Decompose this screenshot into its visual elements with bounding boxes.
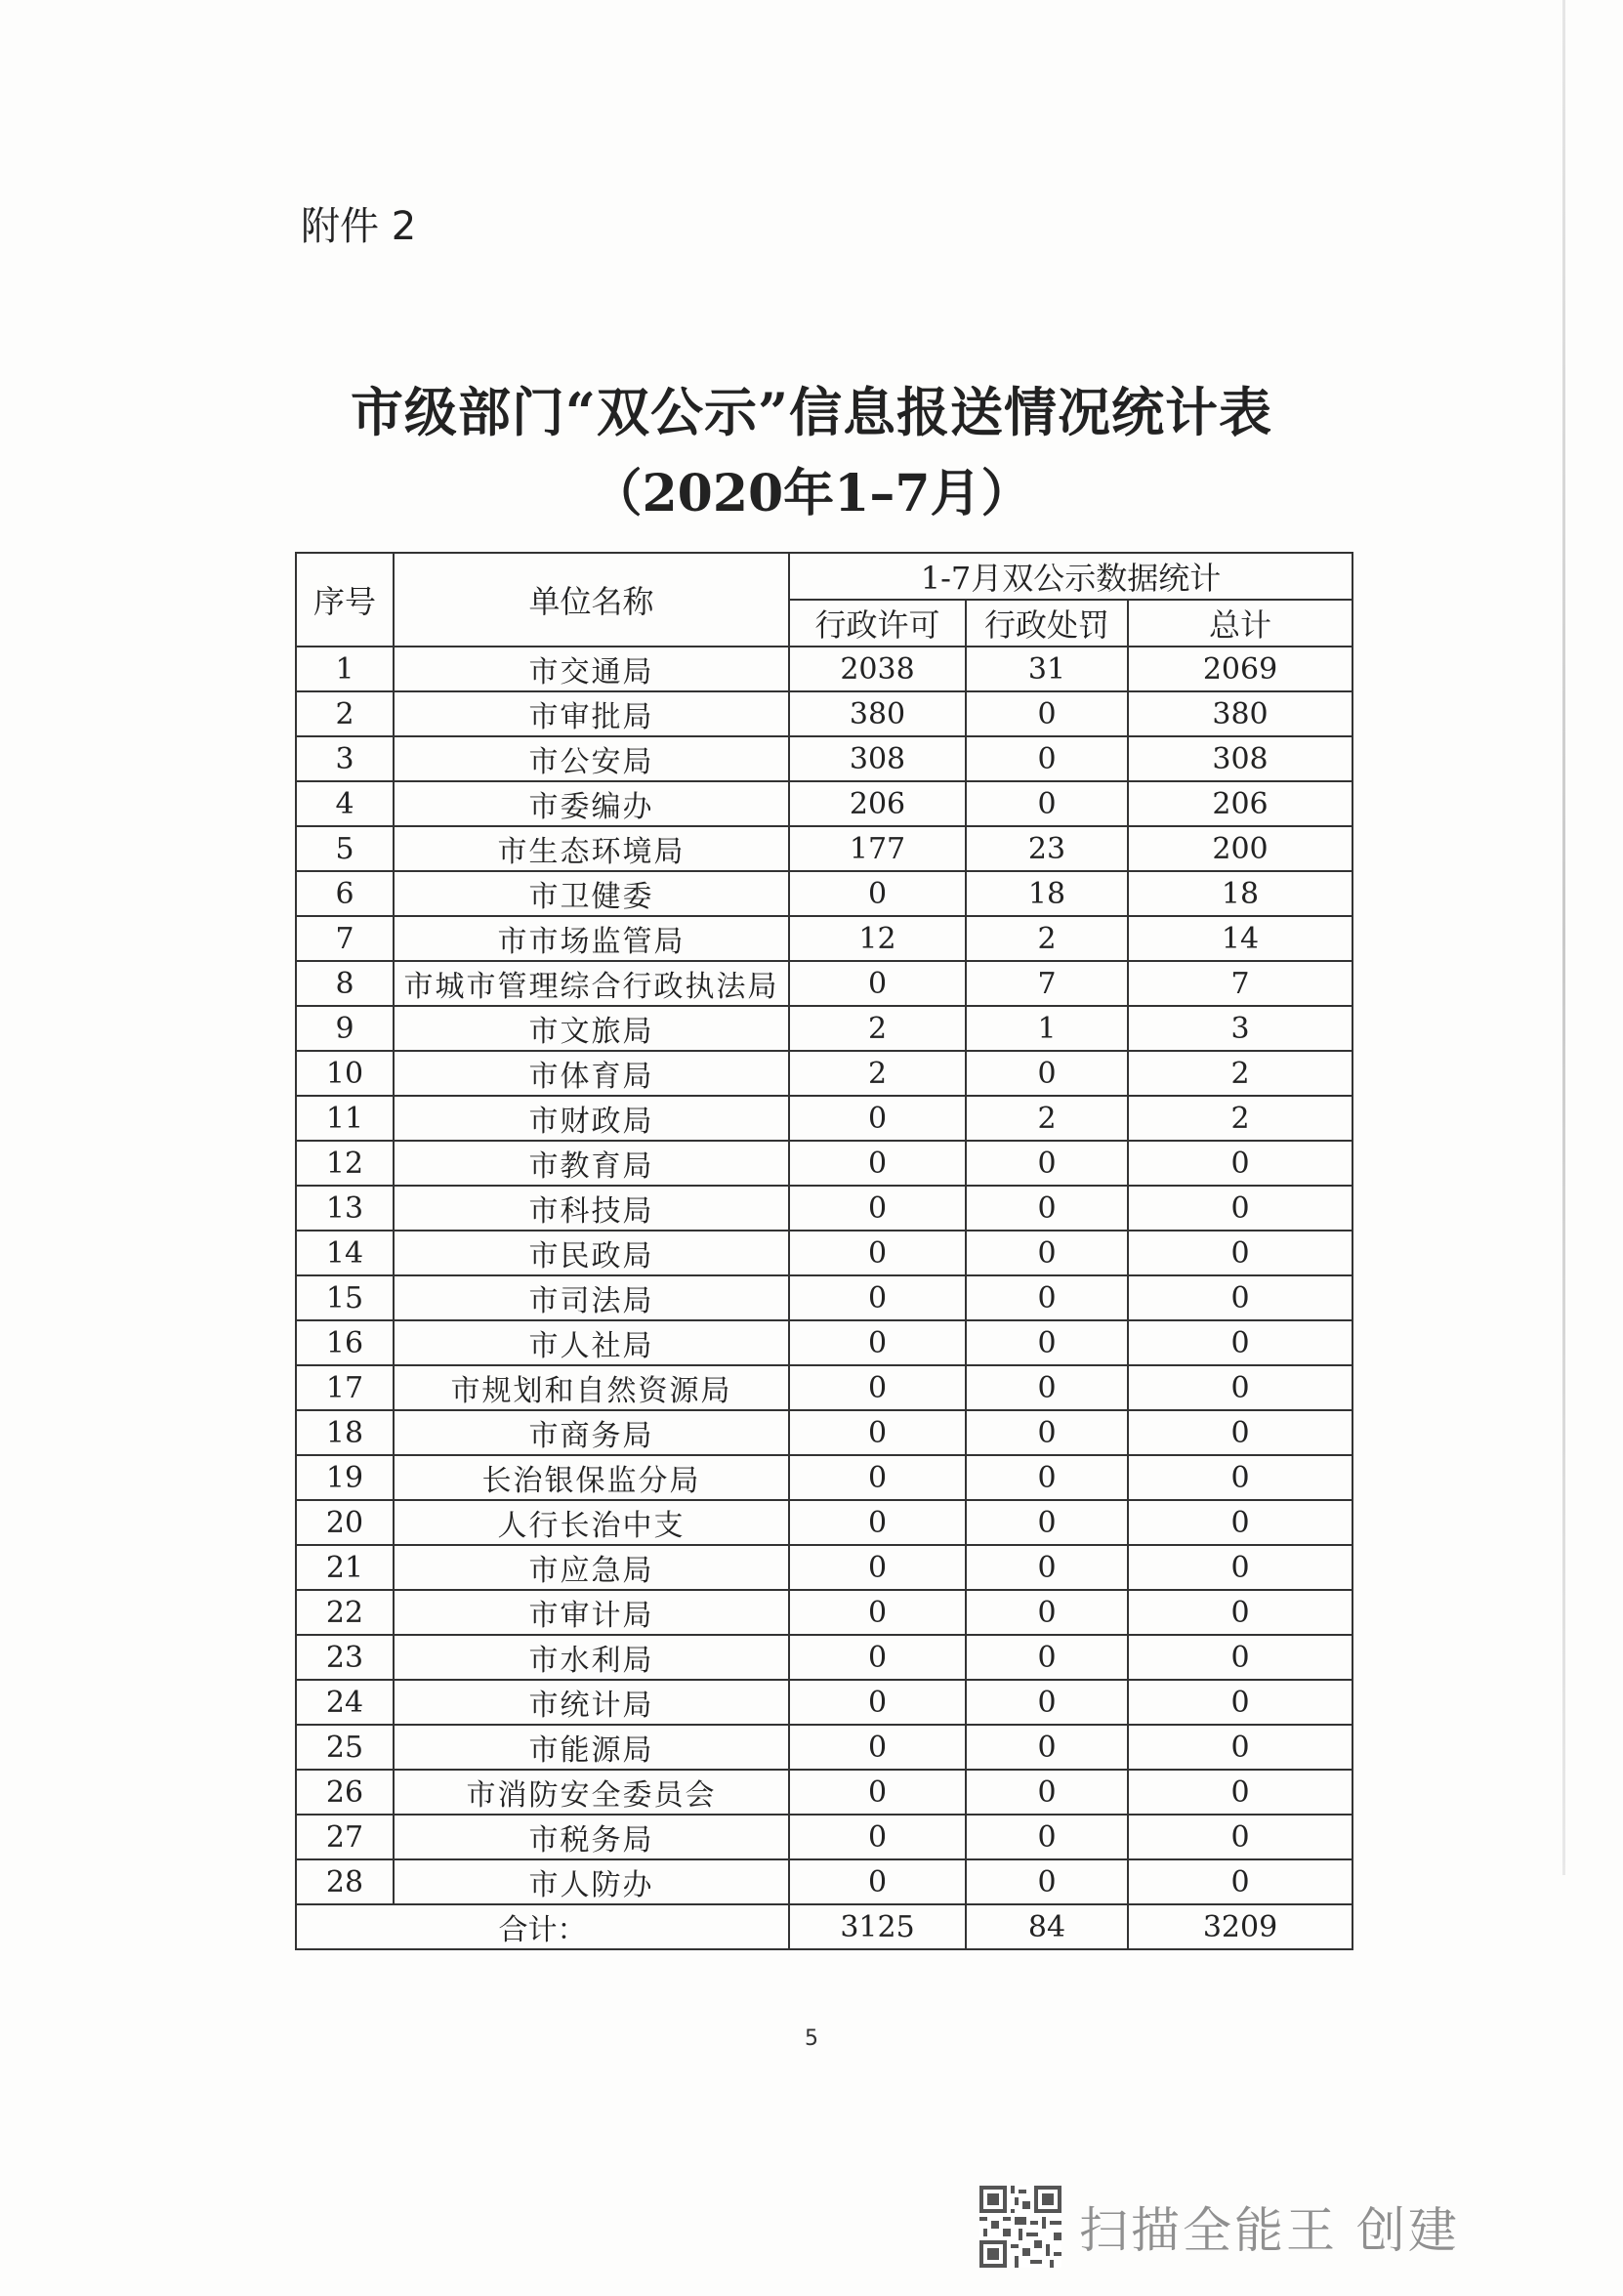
cell-penalty: 0 — [966, 1590, 1128, 1635]
cell-total: 3 — [1128, 1006, 1352, 1051]
cell-total: 7 — [1128, 961, 1352, 1006]
cell-seq: 25 — [296, 1725, 394, 1770]
cell-permit: 0 — [789, 1096, 966, 1141]
cell-penalty: 0 — [966, 1635, 1128, 1680]
cell-seq: 20 — [296, 1500, 394, 1545]
cell-penalty: 0 — [966, 1051, 1128, 1096]
cell-penalty: 31 — [966, 647, 1128, 691]
cell-unit-name: 市应急局 — [394, 1545, 789, 1590]
cell-total: 0 — [1128, 1455, 1352, 1500]
watermark-text: 扫描全能王 创建 — [1079, 2202, 1460, 2259]
cell-total: 200 — [1128, 826, 1352, 871]
cell-permit: 0 — [789, 1186, 966, 1231]
page-number: 5 — [805, 2026, 818, 2051]
cell-penalty: 2 — [966, 1096, 1128, 1141]
header-permit: 行政许可 — [789, 600, 966, 647]
cell-seq: 27 — [296, 1815, 394, 1859]
table-row — [296, 781, 1352, 826]
document-title: 市级部门“双公示”信息报送情况统计表 — [350, 381, 1273, 443]
cell-permit: 2038 — [789, 647, 966, 691]
cell-seq: 26 — [296, 1770, 394, 1815]
cell-seq: 13 — [296, 1186, 394, 1231]
cell-penalty: 0 — [966, 1410, 1128, 1455]
cell-unit-name: 市司法局 — [394, 1275, 789, 1320]
cell-penalty: 0 — [966, 1680, 1128, 1725]
cell-penalty: 0 — [966, 1859, 1128, 1904]
cell-unit-name: 市水利局 — [394, 1635, 789, 1680]
cell-permit: 0 — [789, 1275, 966, 1320]
cell-total: 0 — [1128, 1770, 1352, 1815]
cell-penalty: 2 — [966, 916, 1128, 961]
table-row — [296, 1096, 1352, 1141]
cell-seq: 12 — [296, 1141, 394, 1186]
table-row — [296, 871, 1352, 916]
cell-total: 0 — [1128, 1725, 1352, 1770]
cell-seq: 24 — [296, 1680, 394, 1725]
cell-unit-name: 市财政局 — [394, 1096, 789, 1141]
total-label: 合计： — [296, 1904, 789, 1949]
table-row — [296, 1455, 1352, 1500]
page-edge-shadow — [1562, 0, 1565, 1875]
cell-seq: 7 — [296, 916, 394, 961]
cell-permit: 0 — [789, 1725, 966, 1770]
cell-unit-name: 市税务局 — [394, 1815, 789, 1859]
attachment-label: 附件 2 — [301, 204, 417, 249]
cell-penalty: 0 — [966, 1275, 1128, 1320]
cell-permit: 0 — [789, 1680, 966, 1725]
table-row — [296, 1320, 1352, 1365]
cell-unit-name: 市公安局 — [394, 736, 789, 781]
cell-penalty: 0 — [966, 1815, 1128, 1859]
table-row — [296, 1770, 1352, 1815]
cell-penalty: 0 — [966, 781, 1128, 826]
table-row — [296, 1815, 1352, 1859]
cell-seq: 10 — [296, 1051, 394, 1096]
cell-penalty: 23 — [966, 826, 1128, 871]
cell-seq: 11 — [296, 1096, 394, 1141]
table-row — [296, 1725, 1352, 1770]
cell-unit-name: 市统计局 — [394, 1680, 789, 1725]
cell-unit-name: 市商务局 — [394, 1410, 789, 1455]
table-row — [296, 1859, 1352, 1904]
cell-total: 0 — [1128, 1500, 1352, 1545]
cell-seq: 19 — [296, 1455, 394, 1500]
cell-permit: 0 — [789, 1365, 966, 1410]
cell-permit: 0 — [789, 1859, 966, 1904]
cell-unit-name: 长治银保监分局 — [394, 1455, 789, 1500]
cell-seq: 8 — [296, 961, 394, 1006]
cell-seq: 18 — [296, 1410, 394, 1455]
table-row — [296, 1365, 1352, 1410]
scanner-watermark — [979, 2182, 1460, 2272]
total-row — [296, 1904, 1352, 1949]
cell-permit: 2 — [789, 1006, 966, 1051]
cell-total: 0 — [1128, 1275, 1352, 1320]
cell-unit-name: 市人防办 — [394, 1859, 789, 1904]
cell-total: 0 — [1128, 1680, 1352, 1725]
cell-unit-name: 市城市管理综合行政执法局 — [394, 961, 789, 1006]
cell-unit-name: 市审计局 — [394, 1590, 789, 1635]
cell-permit: 12 — [789, 916, 966, 961]
cell-seq: 3 — [296, 736, 394, 781]
cell-seq: 21 — [296, 1545, 394, 1590]
cell-total: 0 — [1128, 1545, 1352, 1590]
cell-seq: 22 — [296, 1590, 394, 1635]
header-group: 1-7月双公示数据统计 — [789, 553, 1352, 600]
cell-permit: 0 — [789, 1455, 966, 1500]
cell-penalty: 0 — [966, 1186, 1128, 1231]
qr-code-icon — [979, 2186, 1061, 2268]
cell-unit-name: 市能源局 — [394, 1725, 789, 1770]
table-row — [296, 1590, 1352, 1635]
table-row — [296, 1500, 1352, 1545]
cell-permit: 0 — [789, 961, 966, 1006]
header-unit-name: 单位名称 — [394, 553, 789, 647]
cell-total: 0 — [1128, 1815, 1352, 1859]
cell-total: 0 — [1128, 1141, 1352, 1186]
table-row — [296, 826, 1352, 871]
cell-penalty: 1 — [966, 1006, 1128, 1051]
cell-seq: 1 — [296, 647, 394, 691]
cell-permit: 0 — [789, 1410, 966, 1455]
table-row — [296, 691, 1352, 736]
cell-total: 380 — [1128, 691, 1352, 736]
cell-seq: 23 — [296, 1635, 394, 1680]
cell-unit-name: 市教育局 — [394, 1141, 789, 1186]
cell-permit: 0 — [789, 1815, 966, 1859]
cell-penalty: 0 — [966, 691, 1128, 736]
total-sum: 3209 — [1128, 1904, 1352, 1949]
cell-unit-name: 市规划和自然资源局 — [394, 1365, 789, 1410]
cell-total: 2 — [1128, 1051, 1352, 1096]
cell-total: 0 — [1128, 1231, 1352, 1275]
cell-seq: 2 — [296, 691, 394, 736]
cell-unit-name: 市文旅局 — [394, 1006, 789, 1051]
header-penalty: 行政处罚 — [966, 600, 1128, 647]
cell-unit-name: 人行长治中支 — [394, 1500, 789, 1545]
cell-total: 206 — [1128, 781, 1352, 826]
cell-total: 0 — [1128, 1320, 1352, 1365]
cell-permit: 0 — [789, 1635, 966, 1680]
cell-penalty: 0 — [966, 1141, 1128, 1186]
cell-penalty: 0 — [966, 1725, 1128, 1770]
table-row — [296, 1186, 1352, 1231]
cell-penalty: 18 — [966, 871, 1128, 916]
cell-penalty: 0 — [966, 1500, 1128, 1545]
table-row — [296, 647, 1352, 691]
table-row — [296, 1680, 1352, 1725]
table-row — [296, 916, 1352, 961]
cell-penalty: 7 — [966, 961, 1128, 1006]
cell-permit: 0 — [789, 1500, 966, 1545]
cell-permit: 0 — [789, 1545, 966, 1590]
cell-permit: 0 — [789, 1320, 966, 1365]
cell-permit: 308 — [789, 736, 966, 781]
cell-total: 308 — [1128, 736, 1352, 781]
cell-seq: 6 — [296, 871, 394, 916]
table-row — [296, 961, 1352, 1006]
cell-permit: 177 — [789, 826, 966, 871]
total-penalty: 84 — [966, 1904, 1128, 1949]
cell-total: 0 — [1128, 1590, 1352, 1635]
cell-penalty: 0 — [966, 1545, 1128, 1590]
cell-penalty: 0 — [966, 1770, 1128, 1815]
cell-unit-name: 市人社局 — [394, 1320, 789, 1365]
cell-permit: 0 — [789, 1770, 966, 1815]
cell-seq: 28 — [296, 1859, 394, 1904]
cell-penalty: 0 — [966, 1231, 1128, 1275]
cell-total: 2 — [1128, 1096, 1352, 1141]
cell-unit-name: 市民政局 — [394, 1231, 789, 1275]
table-row — [296, 1231, 1352, 1275]
cell-unit-name: 市审批局 — [394, 691, 789, 736]
document-subtitle: （2020年1–7月） — [591, 464, 1032, 523]
table-row — [296, 1006, 1352, 1051]
cell-unit-name: 市市场监管局 — [394, 916, 789, 961]
cell-permit: 0 — [789, 871, 966, 916]
cell-permit: 206 — [789, 781, 966, 826]
cell-total: 2069 — [1128, 647, 1352, 691]
cell-seq: 9 — [296, 1006, 394, 1051]
cell-penalty: 0 — [966, 1320, 1128, 1365]
table-row — [296, 1051, 1352, 1096]
cell-seq: 16 — [296, 1320, 394, 1365]
cell-permit: 0 — [789, 1590, 966, 1635]
cell-unit-name: 市委编办 — [394, 781, 789, 826]
cell-seq: 14 — [296, 1231, 394, 1275]
cell-unit-name: 市生态环境局 — [394, 826, 789, 871]
table-header — [296, 553, 1352, 647]
cell-total: 0 — [1128, 1365, 1352, 1410]
cell-permit: 0 — [789, 1231, 966, 1275]
cell-unit-name: 市交通局 — [394, 647, 789, 691]
cell-unit-name: 市卫健委 — [394, 871, 789, 916]
cell-unit-name: 市消防安全委员会 — [394, 1770, 789, 1815]
cell-seq: 4 — [296, 781, 394, 826]
table-row — [296, 1141, 1352, 1186]
cell-unit-name: 市体育局 — [394, 1051, 789, 1096]
table-row — [296, 1275, 1352, 1320]
cell-penalty: 0 — [966, 1455, 1128, 1500]
cell-seq: 15 — [296, 1275, 394, 1320]
cell-seq: 5 — [296, 826, 394, 871]
cell-total: 0 — [1128, 1635, 1352, 1680]
cell-permit: 380 — [789, 691, 966, 736]
cell-unit-name: 市科技局 — [394, 1186, 789, 1231]
cell-total: 0 — [1128, 1410, 1352, 1455]
table-row — [296, 1545, 1352, 1590]
table-row — [296, 1410, 1352, 1455]
cell-total: 18 — [1128, 871, 1352, 916]
cell-permit: 0 — [789, 1141, 966, 1186]
table-body — [296, 647, 1352, 1904]
cell-total: 0 — [1128, 1186, 1352, 1231]
statistics-table — [295, 552, 1353, 1950]
table-row — [296, 736, 1352, 781]
cell-permit: 2 — [789, 1051, 966, 1096]
header-total: 总计 — [1128, 600, 1352, 647]
cell-total: 14 — [1128, 916, 1352, 961]
cell-penalty: 0 — [966, 736, 1128, 781]
cell-penalty: 0 — [966, 1365, 1128, 1410]
table-row — [296, 1635, 1352, 1680]
header-seq: 序号 — [296, 553, 394, 647]
cell-seq: 17 — [296, 1365, 394, 1410]
cell-total: 0 — [1128, 1859, 1352, 1904]
total-permit: 3125 — [789, 1904, 966, 1949]
